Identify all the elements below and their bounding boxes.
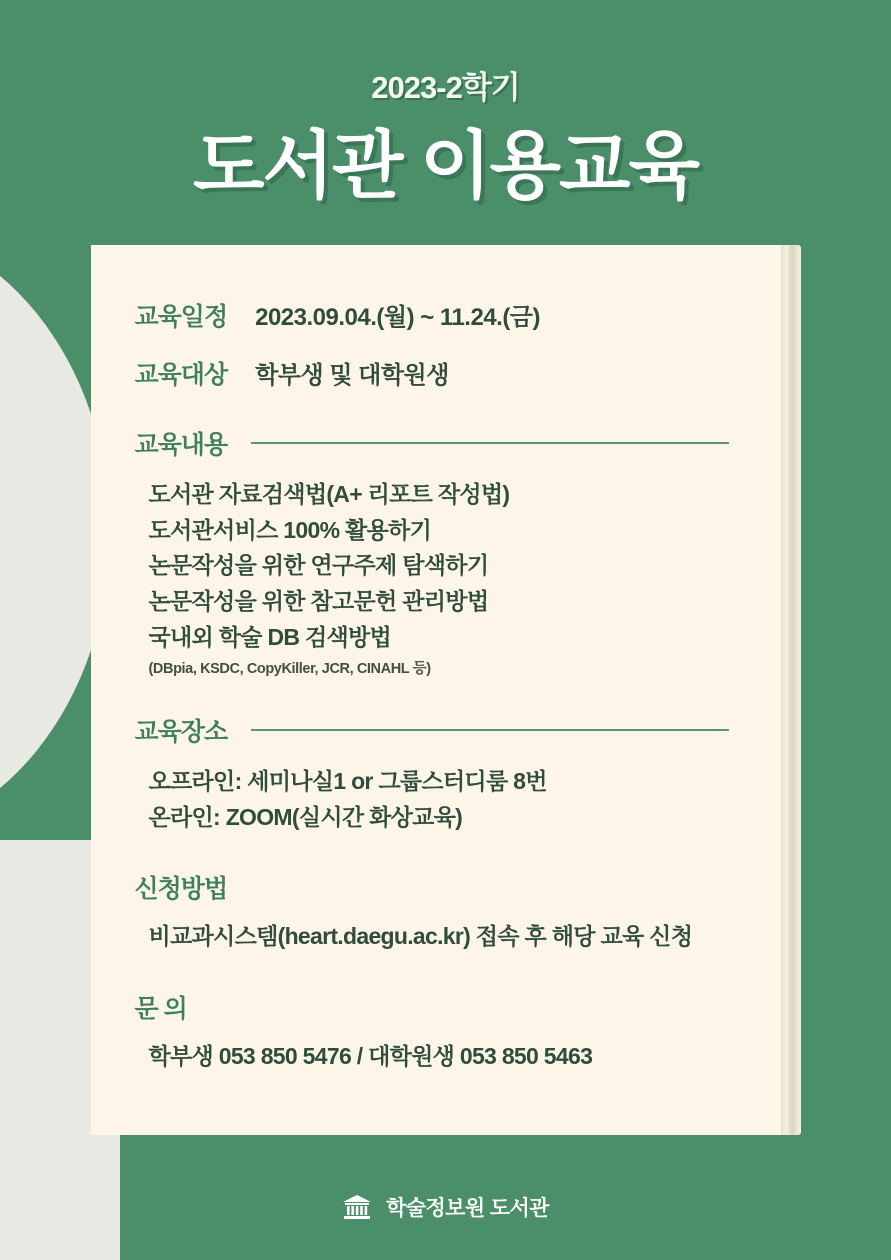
contact-body: [135, 1039, 737, 1075]
contact-label: 문 의: [134, 995, 187, 1024]
page-title: 도서관 이용교육: [193, 124, 698, 207]
audience-row: [135, 355, 737, 391]
schedule-row: [135, 297, 737, 333]
place-label: 교육장소: [134, 718, 228, 747]
list-item: 논문작성을 위한 참고문헌 관리방법: [148, 587, 489, 614]
divider-line: [251, 729, 728, 731]
contact-section-header: [135, 989, 737, 1025]
poster-footer: [0, 1192, 891, 1222]
list-item: 도서관서비스 100% 활용하기: [148, 516, 432, 543]
place-section-header: [135, 712, 737, 748]
info-card: [91, 245, 781, 1135]
schedule-value: 2023.09.04.(월) ~ 11.24.(금): [255, 304, 540, 331]
place-item-list: [135, 764, 737, 835]
organization-name: 학술정보원 도서관: [386, 1197, 549, 1220]
list-item: 국내외 학술 DB 검색방법: [148, 623, 392, 650]
list-item: 도서관 자료검색법(A+ 리포트 작성법): [148, 481, 510, 507]
card-page-edge: [779, 245, 801, 1135]
apply-label: 신청방법: [134, 875, 228, 904]
poster-header: [0, 0, 891, 207]
schedule-label: 교육일정: [134, 303, 228, 331]
semester-label: 2023-2학기: [371, 70, 520, 105]
info-card-wrapper: [91, 245, 801, 1135]
content-note: (DBpia, KSDC, CopyKiller, JCR, CINAHL 등): [148, 661, 431, 678]
apply-body: [135, 919, 737, 955]
bank-icon: [342, 1194, 372, 1220]
content-section-header: [135, 425, 737, 461]
apply-section-header: [135, 869, 737, 905]
audience-value: 학부생 및 대학원생: [255, 362, 449, 389]
list-item: 온라인: ZOOM(실시간 화상교육): [148, 803, 463, 830]
apply-value: 비교과시스템(heart.daegu.ac.kr) 접속 후 해당 교육 신청: [148, 923, 693, 950]
audience-label: 교육대상: [134, 361, 228, 389]
list-item: 논문작성을 위한 연구주제 탐색하기: [148, 552, 489, 579]
divider-line: [251, 442, 728, 444]
list-item: 오프라인: 세미나실1 or 그룹스터디룸 8번: [148, 768, 547, 795]
content-label: 교육내용: [134, 431, 228, 459]
content-item-list: [135, 477, 737, 678]
contact-value: 학부생 053 850 5476 / 대학원생 053 850 5463: [148, 1043, 593, 1070]
